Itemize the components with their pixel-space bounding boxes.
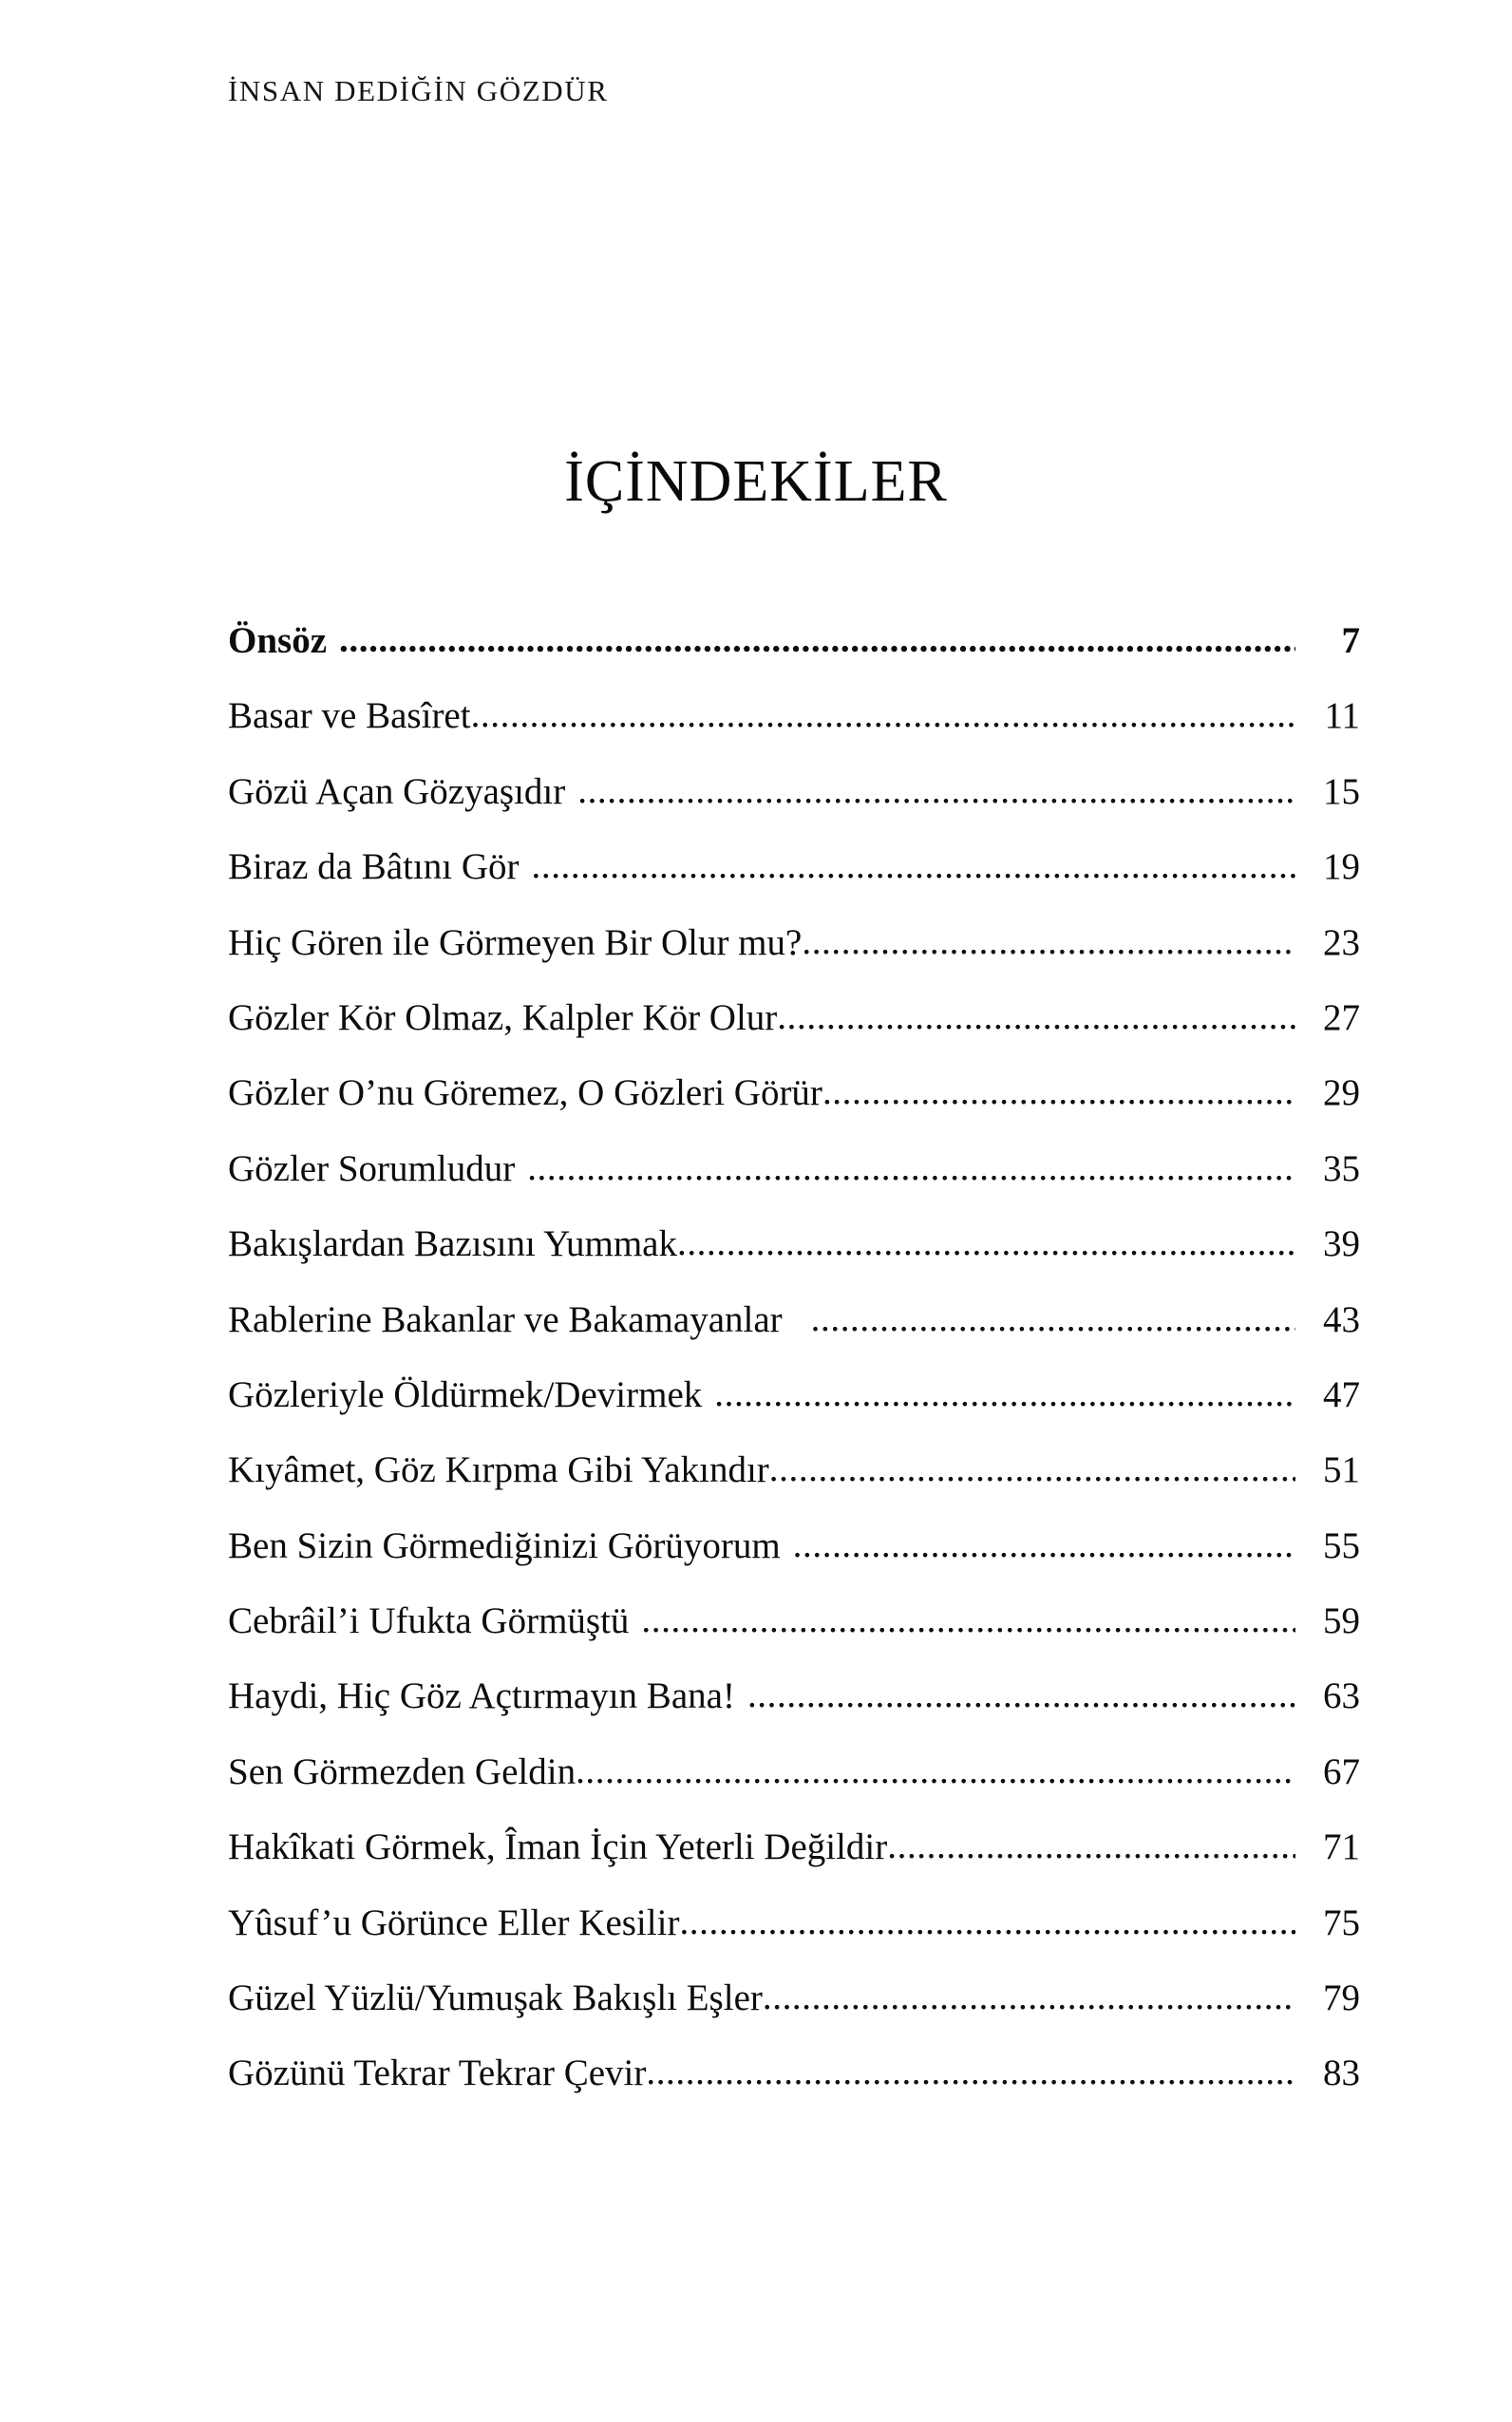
toc-entry[interactable] [228, 1828, 1360, 1903]
toc-entry[interactable] [228, 848, 1360, 923]
toc-entry-label: Gözünü Tekrar Tekrar Çevir [228, 2053, 647, 2094]
toc-dot-leader [763, 1978, 1295, 2015]
toc-entry-page-number: 47 [1323, 1373, 1360, 1415]
toc-entry[interactable] [228, 1750, 1360, 1828]
toc-entry[interactable] [228, 921, 1360, 999]
toc-entry-label: Basar ve Basîret [228, 695, 471, 737]
toc-entry-label: Biraz da Bâtını Gör [228, 846, 520, 888]
toc-entry-page-number: 11 [1324, 695, 1360, 737]
toc-entry-label: Sen Görmezden Geldin [228, 1750, 576, 1792]
toc-dot-leader [577, 772, 1295, 809]
toc-entry-label: Gözler Kör Olmaz, Kalpler Kör Olur [228, 996, 778, 1038]
toc-dot-leader [677, 1224, 1295, 1261]
toc-entry[interactable] [228, 770, 1360, 848]
toc-entry-page-number: 27 [1323, 996, 1360, 1038]
toc-entry[interactable] [228, 1602, 1360, 1677]
toc-entry-page-number: 51 [1323, 1449, 1360, 1491]
toc-entry-page-number: 55 [1323, 1524, 1360, 1566]
toc-entry[interactable] [228, 1677, 1360, 1752]
toc-entry-label: Güzel Yüzlü/Yumuşak Bakışlı Eşler [228, 1977, 763, 2019]
toc-entry-label: Kıyâmet, Göz Kırpma Gibi Yakındır [228, 1449, 769, 1491]
toc-entry[interactable] [228, 1225, 1360, 1300]
toc-entry-page-number: 23 [1323, 921, 1360, 963]
toc-dot-leader [646, 2053, 1295, 2091]
toc-entry-label: Önsöz [228, 620, 328, 661]
toc-entry-page-number: 71 [1323, 1826, 1360, 1868]
toc-entry[interactable] [228, 1904, 1360, 1979]
toc-dot-leader [793, 1526, 1295, 1563]
toc-entry-label: Rablerine Bakanlar ve Bakamayanlar [228, 1298, 783, 1340]
toc-entry-label: Ben Sizin Görmediğinizi Görüyorum [228, 1524, 781, 1566]
toc-entry-page-number: 29 [1323, 1072, 1360, 1114]
toc-entry-page-number: 67 [1323, 1750, 1360, 1792]
toc-entry-page-number: 15 [1323, 770, 1360, 812]
toc-entry[interactable] [228, 1451, 1360, 1526]
toc-dot-leader [527, 1149, 1295, 1186]
toc-dot-leader [641, 1601, 1295, 1638]
toc-dot-leader [532, 847, 1296, 884]
toc-entry-label: Hakîkati Görmek, Îman İçin Yeterli Değildir [228, 1826, 888, 1868]
toc-entry-label: Gözler O’nu Göremez, O Gözleri Görür [228, 1072, 822, 1114]
toc-entry[interactable] [228, 2054, 1360, 2129]
toc-entry-page-number: 7 [1341, 620, 1360, 661]
toc-entry-page-number: 83 [1323, 2053, 1360, 2094]
toc-entry-label: Bakışlardan Bazısını Yummak [228, 1223, 677, 1265]
toc-dot-leader [679, 1903, 1295, 1940]
toc-entry-label: Yûsuf’u Görünce Eller Kesilir [228, 1902, 680, 1943]
toc-entry[interactable] [228, 1298, 1360, 1376]
toc-entry[interactable] [228, 1074, 1360, 1149]
toc-entry-label: Gözü Açan Gözyaşıdır [228, 770, 566, 812]
toc-dot-leader [777, 998, 1295, 1035]
toc-dot-leader [802, 923, 1295, 960]
page-title: İÇİNDEKİLER [564, 449, 948, 514]
toc-entry-page-number: 39 [1323, 1223, 1360, 1265]
toc-entry-page-number: 43 [1323, 1298, 1360, 1340]
toc-entry-label: Cebrâil’i Ufukta Görmüştü [228, 1600, 630, 1642]
toc-dot-leader [747, 1676, 1295, 1713]
toc-dot-leader [339, 621, 1295, 658]
toc-entry-page-number: 19 [1323, 846, 1360, 888]
toc-entry-label: Hiç Gören ile Görmeyen Bir Olur mu? [228, 921, 803, 963]
toc-entry[interactable] [228, 996, 1360, 1074]
toc-dot-leader [811, 1300, 1295, 1337]
toc-entry-label: Gözleriyle Öldürmek/Devirmek [228, 1373, 703, 1415]
toc-dot-leader [769, 1450, 1295, 1487]
toc-dot-leader [576, 1752, 1295, 1789]
toc-dot-leader [714, 1375, 1295, 1412]
toc-entry-label: Haydi, Hiç Göz Açtırmayın Bana! [228, 1675, 735, 1717]
toc-entry[interactable] [228, 697, 1360, 772]
toc-entry-page-number: 35 [1323, 1147, 1360, 1189]
toc-entry-page-number: 63 [1323, 1675, 1360, 1717]
toc-entry[interactable] [228, 1979, 1360, 2054]
toc-entry-page-number: 59 [1323, 1600, 1360, 1642]
toc-entry-page-number: 79 [1323, 1977, 1360, 2019]
toc-dot-leader [471, 696, 1295, 733]
toc-entry[interactable] [228, 1524, 1360, 1602]
toc-entry[interactable] [228, 622, 1360, 697]
toc-dot-leader [887, 1827, 1295, 1864]
toc-entry-page-number: 75 [1323, 1902, 1360, 1943]
table-of-contents-list [228, 622, 1360, 2130]
toc-entry-label: Gözler Sorumludur [228, 1147, 516, 1189]
toc-dot-leader [822, 1073, 1295, 1110]
toc-entry[interactable] [228, 1373, 1360, 1451]
running-header: İNSAN DEDİĞİN GÖZDÜR [228, 74, 609, 107]
toc-entry[interactable] [228, 1147, 1360, 1225]
